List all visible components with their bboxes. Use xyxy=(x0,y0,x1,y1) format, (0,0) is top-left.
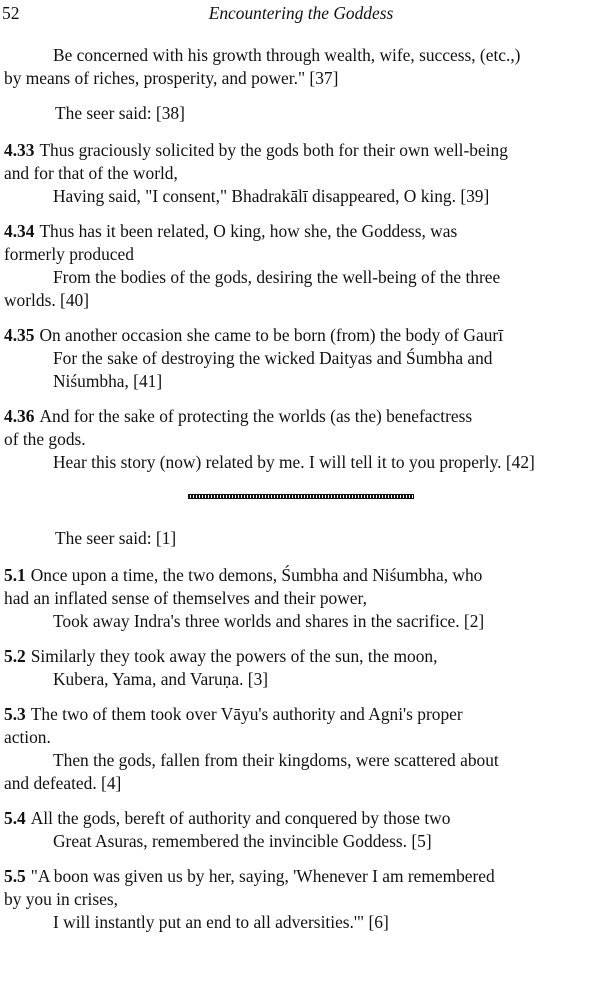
verse-first-text: On another occasion she came to be born (from) the body of Gaurī xyxy=(39,325,504,345)
verse-second-line: Hear this story (now) related by me. I will tell it to you properly. [42] xyxy=(53,452,535,472)
seer-said-38: The seer said: [38] xyxy=(55,103,185,123)
verse-number: 5.3 xyxy=(4,704,26,724)
verse-first-line xyxy=(4,324,598,347)
verse-first-continuation: action. xyxy=(4,727,51,747)
verse-second-continuation: Niśumbha, [41] xyxy=(53,371,163,391)
verse-first-text: The two of them took over Vāyu's authority and Agni's proper xyxy=(30,704,463,724)
verse-first-line xyxy=(4,645,598,668)
verse-second-continuation: and defeated. [4] xyxy=(4,773,122,793)
verse-second-line: For the sake of destroying the wicked Daityas and Śumbha and xyxy=(53,348,493,368)
verse-number: 4.36 xyxy=(4,406,35,426)
verse-5-5 xyxy=(4,865,598,934)
verse-first-line xyxy=(4,220,598,243)
verse-first-continuation: by you in crises, xyxy=(4,889,118,909)
intro-line-1: Be concerned with his growth through wealth, wife, success, (etc.,) xyxy=(53,45,521,65)
verse-first-line xyxy=(4,703,598,726)
verse-5-2 xyxy=(4,645,598,691)
verse-4-36 xyxy=(4,405,598,474)
verse-number: 4.33 xyxy=(4,140,35,160)
verse-first-text: All the gods, bereft of authority and conquered by those two xyxy=(30,808,451,828)
page-body xyxy=(4,44,598,946)
verse-first-line xyxy=(4,865,598,888)
verse-second-line: Kubera, Yama, and Varuṇa. [3] xyxy=(53,669,269,689)
verse-first-text: Thus has it been related, O king, how she, the Goddess, was xyxy=(39,221,458,241)
verse-4-34 xyxy=(4,220,598,312)
verse-first-line xyxy=(4,405,598,428)
verses-chapter-4 xyxy=(4,139,598,474)
intro-paragraph xyxy=(4,44,598,90)
verse-4-35 xyxy=(4,324,598,393)
verse-first-text: Thus graciously solicited by the gods both for their own well-being xyxy=(39,140,508,160)
verse-first-continuation: of the gods. xyxy=(4,429,86,449)
verse-second-line: From the bodies of the gods, desiring the well-being of the three xyxy=(53,267,501,287)
verse-second-line: Great Asuras, remembered the invincible Goddess. [5] xyxy=(53,831,432,851)
verse-number: 5.2 xyxy=(4,646,26,666)
verse-first-text: And for the sake of protecting the worlds (as the) benefactress xyxy=(39,406,473,426)
verse-first-continuation: and for that of the world, xyxy=(4,163,178,183)
verse-number: 5.4 xyxy=(4,808,26,828)
verse-5-1 xyxy=(4,564,598,633)
verse-first-continuation: had an inflated sense of themselves and their power, xyxy=(4,588,367,608)
running-title: Encountering the Goddess xyxy=(208,3,394,23)
verse-5-3 xyxy=(4,703,598,795)
verse-number: 4.35 xyxy=(4,325,35,345)
verse-first-text: Once upon a time, the two demons, Śumbha and Niśumbha, who xyxy=(30,565,483,585)
verse-second-line: Took away Indra's three worlds and shares in the sacrifice. [2] xyxy=(53,611,485,631)
intro-line-2: by means of riches, prosperity, and power." [37] xyxy=(4,68,339,88)
verses-chapter-5 xyxy=(4,564,598,934)
seer-said-1: The seer said: [1] xyxy=(55,528,177,548)
verse-number: 5.5 xyxy=(4,866,26,886)
verse-4-33 xyxy=(4,139,598,208)
verse-first-line xyxy=(4,139,598,162)
verse-first-line xyxy=(4,807,598,830)
verse-second-line: Then the gods, fallen from their kingdoms, were scattered about xyxy=(53,750,499,770)
page-number: 52 xyxy=(2,3,20,23)
verse-second-continuation: worlds. [40] xyxy=(4,290,90,310)
verse-first-continuation: formerly produced xyxy=(4,244,134,264)
section-divider xyxy=(188,494,414,499)
verse-number: 4.34 xyxy=(4,221,35,241)
verse-first-line xyxy=(4,564,598,587)
verse-first-text: Similarly they took away the powers of the sun, the moon, xyxy=(30,646,438,666)
running-head xyxy=(2,2,600,26)
verse-number: 5.1 xyxy=(4,565,26,585)
verse-second-line: I will instantly put an end to all adversities.'" [6] xyxy=(53,912,389,932)
verse-5-4 xyxy=(4,807,598,853)
verse-second-line: Having said, "I consent," Bhadrakālī disappeared, O king. [39] xyxy=(53,186,490,206)
verse-first-text: "A boon was given us by her, saying, 'Whenever I am remembered xyxy=(30,866,495,886)
